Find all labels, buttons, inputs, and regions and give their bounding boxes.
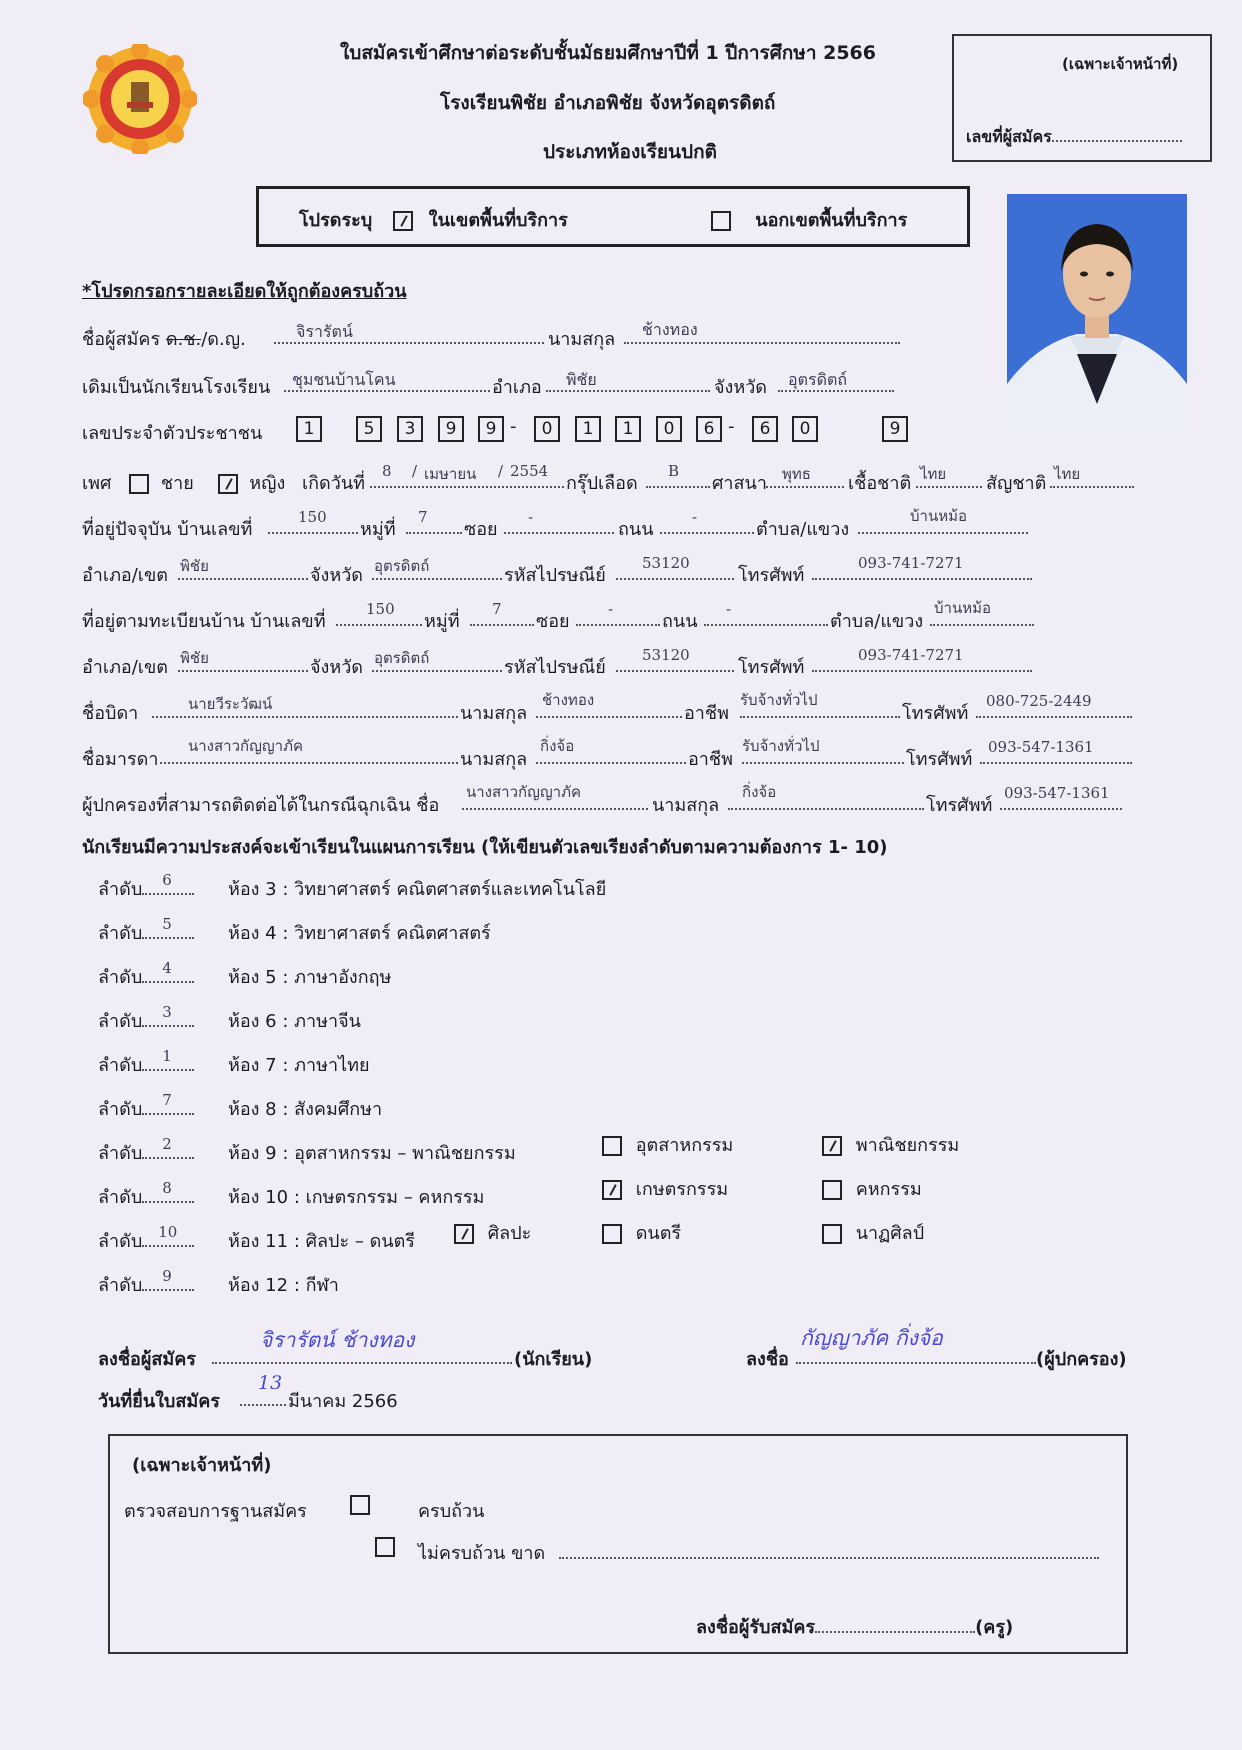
music-checkbox[interactable] — [602, 1224, 622, 1244]
mother-phone-label: โทรศัพท์ — [906, 749, 973, 770]
birth-label: เกิดวันที่ — [302, 473, 366, 494]
incomplete-label: ไม่ครบถ้วน ขาด — [418, 1543, 546, 1564]
plan-room: ห้อง 5 : ภาษาอังกฤษ — [228, 967, 392, 988]
prev-district-label: อำเภอ — [492, 377, 542, 398]
religion-value: พุทธ — [782, 465, 811, 483]
rank-label: ลำดับ — [98, 1011, 143, 1032]
receiver-suffix: (ครู) — [975, 1617, 1014, 1638]
registered-phone-value: 093-741-7271 — [858, 646, 964, 664]
guardian-phone-value: 093-547-1361 — [1004, 784, 1110, 802]
id-digit: 0 — [792, 416, 818, 442]
rank-value: 3 — [162, 1003, 172, 1021]
rank-value: 5 — [162, 915, 172, 933]
registered-subdistrict-value: บ้านหม้อ — [934, 599, 991, 617]
submit-day-value: 13 — [258, 1372, 283, 1394]
applicant-sign-suffix: (นักเรียน) — [514, 1349, 593, 1370]
registered-province-value: อุตรดิตถ์ — [374, 649, 430, 667]
rank-field[interactable] — [142, 1267, 194, 1291]
race-field[interactable] — [916, 465, 982, 492]
plan-room: ห้อง 7 : ภาษาไทย — [228, 1055, 370, 1076]
father-phone-value: 080-725-2449 — [986, 692, 1092, 710]
commerce-checkbox[interactable] — [822, 1136, 842, 1156]
current-soi-value: - — [528, 508, 534, 526]
submit-date-label: วันที่ยื่นใบสมัคร — [98, 1391, 220, 1412]
father-job-field[interactable] — [740, 691, 900, 722]
id-digit: 6 — [752, 416, 778, 442]
applicant-signature: จิรารัตน์ ช้างทอง — [260, 1328, 415, 1352]
guardian-sign-suffix: (ผู้ปกครอง) — [1036, 1349, 1127, 1370]
plan-row — [98, 1135, 516, 1167]
current-soi-label: ซอย — [464, 519, 498, 540]
mother-surname-value: กิ่งจ้อ — [540, 737, 575, 755]
registered-moo-value: 7 — [492, 600, 502, 618]
rank-value: 9 — [162, 1267, 172, 1285]
class-type: ประเภทห้องเรียนปกติ — [543, 141, 717, 163]
outside-area-checkbox[interactable] — [711, 211, 731, 231]
current-subdistrict-value: บ้านหม้อ — [910, 507, 967, 525]
birth-year-value: 2554 — [510, 462, 549, 480]
rank-label: ลำดับ — [98, 1187, 143, 1208]
guardian-sign-label: ลงชื่อ — [746, 1349, 789, 1370]
submit-day-field[interactable] — [240, 1372, 286, 1410]
prev-province-field[interactable] — [778, 372, 894, 396]
id-digit: 1 — [575, 416, 601, 442]
current-road-field[interactable] — [660, 508, 754, 538]
guardian-label: ผู้ปกครองที่สามารถติดต่อได้ในกรณีฉุกเฉิน ชื่อ — [82, 795, 440, 816]
outside-area-label: นอกเขตพื้นที่บริการ — [755, 210, 908, 231]
rank-value: 10 — [158, 1223, 178, 1241]
guardian-surname-value: กิ่งจ้อ — [742, 783, 777, 801]
registered-postal-value: 53120 — [642, 646, 690, 664]
rank-field[interactable] — [142, 1135, 194, 1159]
id-digit: 1 — [296, 416, 322, 442]
prev-district-value: พิชัย — [566, 370, 597, 389]
registered-moo-field[interactable] — [470, 600, 534, 630]
plan-room: ห้อง 12 : กีฬา — [228, 1275, 339, 1296]
guardian-signature: กัญญาภัค กิ่งจ้อ — [800, 1326, 943, 1350]
id-digit: 9 — [478, 416, 504, 442]
service-area-box — [256, 186, 970, 247]
plan-room: ห้อง 6 : ภาษาจีน — [228, 1011, 361, 1032]
prev-school-field[interactable] — [284, 372, 490, 396]
plan-row — [98, 1003, 361, 1035]
race-value: ไทย — [920, 465, 947, 483]
registered-subdistrict-field[interactable] — [930, 599, 1034, 630]
rank-value: 1 — [162, 1047, 172, 1065]
birth-month-value: เมษายน — [424, 465, 477, 483]
current-soi-field[interactable] — [504, 508, 614, 538]
id-digit: 1 — [615, 416, 641, 442]
birth-date-field[interactable]: 8 / เมษายน / 2554 — [370, 468, 564, 492]
guardian-name-field[interactable] — [462, 783, 648, 814]
id-digit: 5 — [356, 416, 382, 442]
title-struck: ด.ช. — [165, 329, 202, 350]
father-surname-label: นามสกุล — [460, 703, 528, 724]
plan-row — [98, 871, 607, 903]
industry-checkbox[interactable] — [602, 1136, 622, 1156]
applicant-photo — [1007, 194, 1187, 434]
current-province-field[interactable] — [372, 557, 502, 584]
current-road-value: - — [692, 508, 698, 526]
plan-row — [98, 1091, 383, 1123]
office-box-title: (เฉพาะเจ้าหน้าที่) — [1062, 55, 1179, 73]
blood-value: B — [668, 462, 680, 480]
rank-value: 6 — [162, 871, 172, 889]
prev-school-label: เดิมเป็นนักเรียนโรงเรียน — [82, 377, 271, 398]
rank-field[interactable] — [142, 915, 194, 939]
school-name: โรงเรียนพิชัย อำเภอพิชัย จังหวัดอุตรดิตถ์ — [440, 92, 776, 114]
current-moo-label: หมู่ที่ — [360, 519, 396, 540]
plan-heading: นักเรียนมีความประสงค์จะเข้าเรียนในแผนการเรียน (ให้เขียนตัวเลขเรียงลำดับตามความต้องการ 1- 10) — [82, 837, 888, 858]
rank-value: 4 — [162, 959, 172, 977]
id-digit: 0 — [534, 416, 560, 442]
service-area-prefix: โปรดระบุ — [299, 210, 373, 231]
receiver-field[interactable] — [815, 1613, 975, 1633]
registered-district-field[interactable] — [178, 649, 308, 676]
national-id-label: เลขประจำตัวประชาชน — [82, 423, 263, 444]
registered-province-field[interactable] — [372, 649, 502, 676]
mother-name-value: นางสาวกัญญาภัค — [188, 737, 303, 755]
registered-moo-label: หมู่ที่ — [424, 611, 460, 632]
rank-label: ลำดับ — [98, 1055, 143, 1076]
female-checkbox[interactable] — [218, 474, 238, 494]
current-postal-label: รหัสไปรษณีย์ — [504, 565, 606, 586]
id-digit: 0 — [656, 416, 682, 442]
staff-box — [108, 1434, 1128, 1654]
current-subdistrict-label: ตำบล/แขวง — [756, 519, 850, 540]
applicant-signature-field[interactable] — [212, 1328, 512, 1368]
inside-area-checkbox[interactable] — [393, 211, 413, 231]
blood-field[interactable] — [646, 462, 710, 492]
plan-row — [98, 915, 491, 947]
art-checkbox[interactable] — [454, 1224, 474, 1244]
birth-day-value: 8 — [382, 462, 392, 480]
current-postal-field[interactable] — [616, 554, 734, 584]
registered-phone-label: โทรศัพท์ — [738, 657, 805, 678]
registered-soi-field[interactable] — [576, 600, 660, 630]
rank-label: ลำดับ — [98, 1143, 143, 1164]
registered-road-value: - — [726, 600, 732, 618]
home-economics-label: คหกรรม — [855, 1179, 922, 1200]
registered-postal-label: รหัสไปรษณีย์ — [504, 657, 606, 678]
nationality-field[interactable] — [1050, 465, 1134, 492]
religion-label: ศาสนา — [712, 473, 767, 494]
father-phone-label: โทรศัพท์ — [902, 703, 969, 724]
instruction: *โปรดกรอกรายละเอียดให้ถูกต้องครบถ้วน — [82, 281, 407, 302]
rank-label: ลำดับ — [98, 1231, 143, 1252]
registered-province-label: จังหวัด — [310, 657, 363, 678]
rank-label: ลำดับ — [98, 923, 143, 944]
registered-house-value: 150 — [366, 600, 395, 618]
mother-phone-value: 093-547-1361 — [988, 738, 1094, 756]
current-moo-value: 7 — [418, 508, 428, 526]
current-province-value: อุตรดิตถ์ — [374, 557, 430, 575]
prev-province-label: จังหวัด — [714, 377, 767, 398]
plan-room: ห้อง 8 : สังคมศึกษา — [228, 1099, 383, 1120]
school-logo — [83, 44, 197, 154]
home-economics-checkbox[interactable] — [822, 1180, 842, 1200]
office-box — [952, 34, 1212, 162]
commerce-label: พาณิชยกรรม — [855, 1135, 960, 1156]
registered-house-field[interactable] — [336, 600, 422, 630]
rank-label: ลำดับ — [98, 1275, 143, 1296]
registered-road-field[interactable] — [704, 600, 828, 630]
applicant-no-label: เลขที่ผู้สมัคร — [966, 127, 1052, 146]
form-title: ใบสมัครเข้าศึกษาต่อระดับชั้นมัธยมศึกษาปีที่ 1 ปีการศึกษา 2566 — [340, 42, 876, 64]
current-province-label: จังหวัด — [310, 565, 363, 586]
submit-date-rest: มีนาคม 2566 — [288, 1391, 398, 1412]
rank-label: ลำดับ — [98, 967, 143, 988]
registered-soi-label: ซอย — [536, 611, 570, 632]
father-name-value: นายวีระวัฒน์ — [188, 695, 273, 713]
mother-name-field[interactable] — [160, 737, 458, 768]
id-digit: 9 — [438, 416, 464, 442]
mother-surname-label: นามสกุล — [460, 749, 528, 770]
rank-field[interactable] — [142, 871, 194, 895]
plan-row — [98, 1179, 485, 1211]
prev-district-field[interactable] — [546, 372, 710, 396]
rank-field[interactable] — [142, 1047, 194, 1071]
current-house-value: 150 — [298, 508, 327, 526]
guardian-signature-field[interactable] — [796, 1326, 1036, 1368]
rank-label: ลำดับ — [98, 1099, 143, 1120]
first-name-value: จิรารัตน์ — [296, 322, 353, 341]
father-phone-field[interactable] — [976, 692, 1132, 722]
guardian-phone-field[interactable] — [1000, 784, 1122, 814]
blood-label: กรุ๊ปเลือด — [566, 473, 638, 494]
complete-label: ครบถ้วน — [418, 1501, 485, 1522]
plan-room: ห้อง 9 : อุตสาหกรรม – พาณิชยกรรม — [228, 1143, 516, 1164]
nationality-value: ไทย — [1054, 465, 1081, 483]
mother-job-label: อาชีพ — [688, 749, 733, 770]
father-surname-value: ช้างทอง — [542, 691, 595, 709]
missing-items-field[interactable] — [559, 1539, 1099, 1559]
registered-subdistrict-label: ตำบล/แขวง — [830, 611, 924, 632]
current-district-field[interactable] — [178, 557, 308, 584]
applicant-name-label: ชื่อผู้สมัคร — [82, 329, 161, 350]
rank-label: ลำดับ — [98, 879, 143, 900]
plan-row — [98, 1267, 339, 1299]
id-digit: 9 — [882, 416, 908, 442]
rank-field[interactable] — [142, 1179, 194, 1203]
registered-district-label: อำเภอ/เขต — [82, 657, 168, 678]
staff-box-title: (เฉพาะเจ้าหน้าที่) — [132, 1455, 272, 1476]
id-digit: 6 — [696, 416, 722, 442]
sex-label: เพศ — [82, 473, 112, 494]
race-label: เชื้อชาติ — [848, 473, 912, 494]
incomplete-checkbox[interactable] — [375, 1537, 395, 1557]
guardian-surname-field[interactable] — [728, 783, 924, 814]
mother-job-value: รับจ้างทั่วไป — [742, 737, 820, 755]
current-address-label: ที่อยู่ปัจจุบัน บ้านเลขที่ — [82, 519, 253, 540]
religion-field[interactable] — [766, 465, 844, 492]
agriculture-checkbox[interactable] — [602, 1180, 622, 1200]
surname-value: ช้างทอง — [642, 320, 698, 339]
dance-checkbox[interactable] — [822, 1224, 842, 1244]
check-label: ตรวจสอบการฐานสมัคร — [124, 1501, 307, 1522]
plan-row — [98, 1223, 415, 1255]
rank-value: 7 — [162, 1091, 172, 1109]
surname-label: นามสกุล — [548, 329, 616, 350]
mother-phone-field[interactable] — [980, 738, 1132, 768]
registered-address-label: ที่อยู่ตามทะเบียนบ้าน บ้านเลขที่ — [82, 611, 326, 632]
current-house-field[interactable] — [268, 508, 358, 538]
female-label: หญิง — [249, 473, 286, 494]
current-district-value: พิชัย — [180, 557, 209, 575]
mother-surname-field[interactable] — [536, 737, 686, 768]
registered-postal-field[interactable] — [616, 646, 734, 676]
registered-soi-value: - — [608, 600, 614, 618]
father-job-label: อาชีพ — [684, 703, 729, 724]
current-phone-field[interactable] — [812, 554, 1032, 584]
prev-school-value: ชุมชนบ้านโคน — [292, 370, 396, 389]
industry-label: อุตสาหกรรม — [635, 1135, 734, 1156]
national-id-boxes[interactable]: 1 5 3 9 9 - 0 1 1 0 6 - 6 0 9 — [0, 416, 1242, 446]
current-phone-value: 093-741-7271 — [858, 554, 964, 572]
registered-road-label: ถนน — [662, 611, 698, 632]
rank-value: 2 — [162, 1135, 172, 1153]
rank-field[interactable] — [142, 1223, 194, 1247]
mother-label: ชื่อมารดา — [82, 749, 159, 770]
rank-field[interactable] — [142, 1091, 194, 1115]
current-district-label: อำเภอ/เขต — [82, 565, 168, 586]
current-moo-field[interactable] — [406, 508, 462, 538]
current-subdistrict-field[interactable] — [858, 507, 1028, 538]
guardian-surname-label: นามสกุล — [652, 795, 720, 816]
plan-row — [98, 1047, 370, 1079]
nationality-label: สัญชาติ — [986, 473, 1047, 494]
father-label: ชื่อบิดา — [82, 703, 139, 724]
plan-row — [98, 959, 392, 991]
father-name-field[interactable] — [152, 695, 458, 722]
complete-checkbox[interactable] — [350, 1495, 370, 1515]
current-road-label: ถนน — [618, 519, 654, 540]
father-surname-field[interactable] — [536, 691, 682, 722]
rank-field[interactable] — [142, 1003, 194, 1027]
surname-field[interactable] — [624, 320, 900, 348]
registered-phone-field[interactable] — [812, 646, 1032, 676]
dance-label: นาฏศิลป์ — [855, 1223, 925, 1244]
rank-field[interactable] — [142, 959, 194, 983]
agriculture-label: เกษตรกรรม — [635, 1179, 729, 1200]
father-job-value: รับจ้างทั่วไป — [740, 691, 818, 709]
plan-room: ห้อง 11 : ศิลปะ – ดนตรี — [228, 1231, 415, 1252]
applicant-no-field[interactable] — [1052, 122, 1182, 142]
art-label: ศิลปะ — [487, 1223, 532, 1244]
title-selected: /ด.ญ. — [201, 329, 246, 350]
current-phone-label: โทรศัพท์ — [738, 565, 805, 586]
first-name-field[interactable] — [274, 324, 544, 348]
plan-room: ห้อง 10 : เกษตรกรรม – คหกรรม — [228, 1187, 485, 1208]
guardian-phone-label: โทรศัพท์ — [926, 795, 993, 816]
plan-room: ห้อง 3 : วิทยาศาสตร์ คณิตศาสตร์และเทคโนโลยี — [228, 879, 607, 900]
applicant-sign-label: ลงชื่อผู้สมัคร — [98, 1349, 196, 1370]
receiver-label: ลงชื่อผู้รับสมัคร — [696, 1617, 816, 1638]
id-digit: 3 — [397, 416, 423, 442]
prev-province-value: อุตรดิตถ์ — [788, 370, 848, 389]
male-label: ชาย — [160, 473, 194, 494]
plan-room: ห้อง 4 : วิทยาศาสตร์ คณิตศาสตร์ — [228, 923, 491, 944]
music-label: ดนตรี — [635, 1223, 682, 1244]
male-checkbox[interactable] — [129, 474, 149, 494]
registered-district-value: พิชัย — [180, 649, 209, 667]
rank-value: 8 — [162, 1179, 172, 1197]
mother-job-field[interactable] — [742, 737, 904, 768]
inside-area-label: ในเขตพื้นที่บริการ — [428, 210, 568, 231]
guardian-name-value: นางสาวกัญญาภัค — [466, 783, 581, 801]
current-postal-value: 53120 — [642, 554, 690, 572]
